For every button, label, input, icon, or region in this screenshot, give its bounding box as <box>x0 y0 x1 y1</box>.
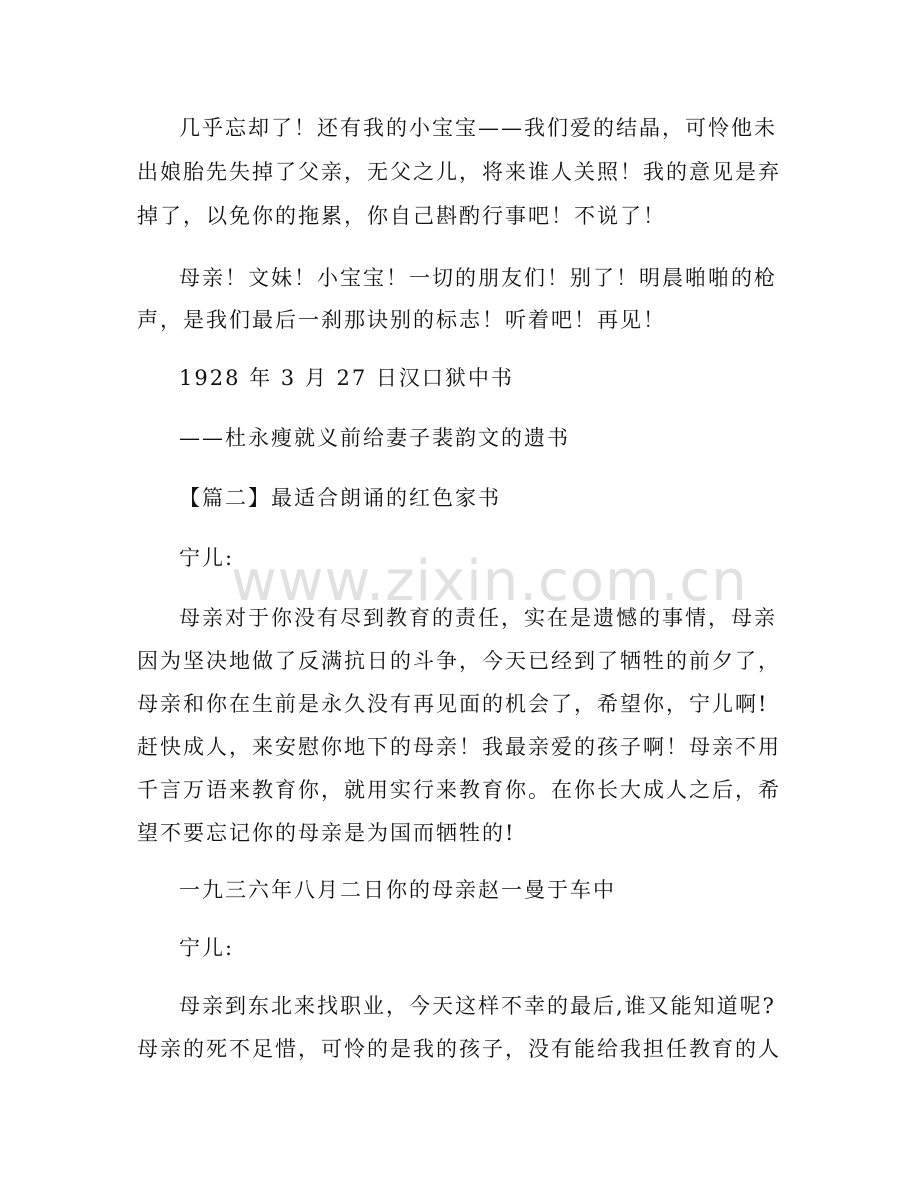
attribution-line: ——杜永瘦就义前给妻子裴韵文的遗书 <box>179 426 570 450</box>
paragraph-line: 声，是我们最后一刹那诀别的标志！听着吧！再见！ <box>137 308 666 332</box>
paragraph-line: 因为坚决地做了反满抗日的斗争，今天已经到了牺牲的前夕了， <box>137 649 781 673</box>
paragraph-line: 母亲对于你没有尽到教育的责任，实在是遗憾的事情，母亲 <box>179 606 777 630</box>
paragraph-line: 母亲到东北来找职业，今天这样不幸的最后,谁又能知道呢? <box>179 994 776 1018</box>
paragraph-line: 千言万语来教育你，就用实行来教育你。在你长大成人之后，希 <box>137 778 781 802</box>
signature-line: 一九三六年八月二日你的母亲赵一曼于车中 <box>179 878 616 902</box>
salutation: 宁儿: <box>179 936 235 960</box>
paragraph-line: 母亲！文妹！小宝宝！一切的朋友们！别了！明晨啪啪的枪 <box>179 266 777 290</box>
paragraph-line: 母亲和你在生前是永久没有再见面的机会了，希望你，宁儿啊! <box>137 692 769 716</box>
salutation: 宁儿: <box>179 546 235 570</box>
paragraph-line: 望不要忘记你的母亲是为国而牺牲的! <box>137 821 516 845</box>
paragraph-line: 赶快成人，来安慰你地下的母亲！我最亲爱的孩子啊！母亲不用 <box>137 735 781 759</box>
paragraph-line: 几乎忘却了！还有我的小宝宝——我们爱的结晶，可怜他未 <box>179 116 777 140</box>
section-heading: 【篇二】最适合朗诵的红色家书 <box>179 486 501 510</box>
paragraph-line: 掉了，以免你的拖累，你自己斟酌行事吧！不说了！ <box>137 204 666 228</box>
watermark: www.zixin.com.cn <box>231 549 748 614</box>
date-line: 1928 年 3 月 27 日汉口狱中书 <box>179 366 514 390</box>
paragraph-line: 出娘胎先失掉了父亲，无父之儿，将来谁人关照！我的意见是弃 <box>137 160 781 184</box>
paragraph-line: 母亲的死不足惜，可怜的是我的孩子，没有能给我担任教育的人 <box>137 1037 781 1061</box>
